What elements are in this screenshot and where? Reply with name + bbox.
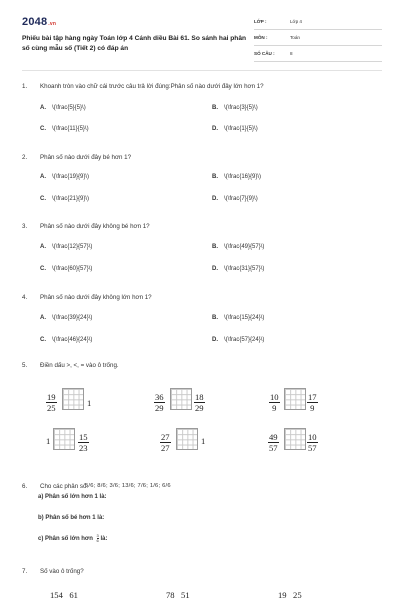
question-5 (22, 362, 119, 369)
fraction (78, 432, 89, 453)
fraction (160, 432, 171, 453)
option-letter: D. (212, 266, 218, 272)
option-2b[interactable] (212, 174, 261, 180)
question-6 (22, 483, 88, 490)
whole-number: 1 (201, 436, 206, 446)
meta-table (254, 14, 382, 62)
numerator: 15 (79, 432, 88, 442)
option-letter: C. (40, 126, 46, 132)
question-text: Phân số nào dưới đây không lớn hơn 1? (40, 294, 152, 301)
option-text: \(\frac{31}{57}\) (224, 266, 265, 272)
option-2c[interactable] (40, 196, 89, 202)
option-text: \(\frac{46}{24}\) (52, 337, 93, 343)
inline-fraction (97, 534, 99, 543)
answer-box[interactable] (284, 388, 306, 410)
question-text: Phân số nào dưới đây không bé hơn 1? (40, 223, 150, 230)
question-number: 3. (22, 223, 28, 230)
option-4c[interactable] (40, 337, 92, 343)
option-4a[interactable] (40, 315, 92, 321)
numerator: 10 (270, 392, 279, 402)
logo-text: 2048 (22, 16, 48, 28)
fraction (46, 392, 57, 413)
option-1d[interactable] (212, 126, 258, 132)
whole-number: 1 (87, 398, 92, 408)
fraction (307, 392, 318, 413)
meta-row-subject (254, 30, 382, 46)
option-text: \(\frac{19}{9}\) (52, 174, 90, 180)
option-3a[interactable] (40, 244, 92, 250)
option-text: \(\frac{15}{24}\) (224, 315, 265, 321)
meta-value: Lớp 4 (290, 19, 302, 24)
option-text: \(\frac{3}{5}\) (224, 105, 258, 111)
numerator: 36 (155, 392, 164, 402)
answer-box[interactable] (176, 428, 198, 450)
fraction (154, 392, 165, 413)
question-number: 2. (22, 154, 28, 161)
option-letter: B. (212, 244, 218, 250)
question-4 (22, 294, 152, 301)
meta-row-count (254, 46, 382, 62)
option-text: \(\frac{21}{9}\) (52, 196, 90, 202)
question-text: Điền dấu >, <, = vào ô trống. (40, 362, 119, 369)
option-letter: A. (40, 105, 46, 111)
option-letter: D. (212, 337, 218, 343)
numerator: 17 (308, 392, 317, 402)
option-letter: B. (212, 315, 218, 321)
option-3c[interactable] (40, 266, 92, 272)
option-letter: A. (40, 244, 46, 250)
question-number: 4. (22, 294, 28, 301)
option-text: \(\frac{60}{57}\) (52, 266, 93, 272)
question-text: Phân số nào dưới đây bé hơn 1? (40, 154, 132, 161)
denominator: 57 (269, 443, 278, 453)
denominator: 9 (310, 403, 315, 413)
q7-item: 78 51 (166, 590, 190, 600)
option-letter: A. (40, 315, 46, 321)
option-text: \(\frac{49}{57}\) (224, 244, 265, 250)
fraction (307, 432, 318, 453)
option-4d[interactable] (212, 337, 264, 343)
denominator: 23 (79, 443, 88, 453)
question-number: 5. (22, 362, 28, 369)
denominator: 6 (96, 538, 99, 543)
option-text: \(\frac{7}{9}\) (224, 196, 258, 202)
option-letter: A. (40, 174, 46, 180)
meta-value: 8 (290, 51, 293, 56)
sub-question-text: b) Phân số bé hơn 1 là: (38, 515, 105, 521)
numerator: 27 (161, 432, 170, 442)
option-4b[interactable] (212, 315, 264, 321)
meta-label: MÔN : (254, 35, 268, 40)
question-number: 1. (22, 83, 28, 90)
option-1a[interactable] (40, 105, 86, 111)
site-logo[interactable] (22, 16, 56, 28)
q7-item: 154 61 (50, 590, 78, 600)
question-2 (22, 154, 131, 161)
option-text: \(\frac{39}{24}\) (52, 315, 93, 321)
meta-label: LỚP : (254, 19, 267, 24)
denominator: 27 (161, 443, 170, 453)
header-divider (22, 70, 382, 71)
option-2a[interactable] (40, 174, 89, 180)
fraction (268, 432, 279, 453)
option-letter: B. (212, 174, 218, 180)
option-letter: D. (212, 126, 218, 132)
option-letter: C. (40, 266, 46, 272)
q7-item: 19 25 (278, 590, 302, 600)
option-text: \(\frac{1}{5}\) (224, 126, 258, 132)
numerator: 19 (47, 392, 56, 402)
question-1 (22, 83, 264, 90)
option-3d[interactable] (212, 266, 264, 272)
answer-box[interactable] (170, 388, 192, 410)
numerator: 10 (308, 432, 317, 442)
numerator: 18 (195, 392, 204, 402)
whole-number: 1 (46, 436, 51, 446)
sub-question-text: c) Phân số lớn hơn (38, 536, 93, 543)
option-letter: B. (212, 105, 218, 111)
option-3b[interactable] (212, 244, 264, 250)
answer-box[interactable] (284, 428, 306, 450)
sub-question-tail: là: (100, 536, 108, 543)
numerator: 49 (269, 432, 278, 442)
question-7 (22, 568, 84, 575)
option-text: \(\frac{11}{5}\) (52, 126, 89, 132)
denominator: 57 (308, 443, 317, 453)
meta-label: SỐ CÂU : (254, 51, 275, 56)
option-letter: D. (212, 196, 218, 202)
question-3 (22, 223, 150, 230)
sub-question-b (38, 515, 104, 521)
option-text: \(\frac{5}{5}\) (52, 105, 86, 111)
denominator: 25 (47, 403, 56, 413)
denominator: 9 (272, 403, 277, 413)
sub-question-text: a) Phân số lớn hơn 1 là: (38, 494, 107, 500)
option-letter: C. (40, 196, 46, 202)
question-text: Khoanh tròn vào chữ cái trước câu trả lời đúng:Phân số nào dưới đây lớn hơn 1? (40, 83, 264, 90)
worksheet-title: Phiếu bài tập hàng ngày Toán lớp 4 Cánh diều Bài 61. So sánh hai phân số cùng mẫu số (Tiết 2) có đáp án (22, 35, 247, 52)
meta-value: Toán (290, 35, 300, 40)
fraction (194, 392, 205, 413)
question-number: 6. (22, 483, 28, 490)
denominator: 29 (155, 403, 164, 413)
answer-box[interactable] (62, 388, 84, 410)
option-text: \(\frac{57}{24}\) (224, 337, 265, 343)
question-number: 7. (22, 568, 28, 575)
option-text: \(\frac{16}{9}\) (224, 174, 262, 180)
option-1c[interactable] (40, 126, 89, 132)
fraction (269, 392, 280, 413)
numerator: 3 (96, 533, 99, 538)
option-letter: C. (40, 337, 46, 343)
option-text: \(\frac{12}{57}\) (52, 244, 93, 250)
answer-box[interactable] (53, 428, 75, 450)
meta-row-class (254, 14, 382, 30)
logo-suffix: .vn (48, 21, 57, 27)
question-text: Số vào ô trống? (40, 568, 84, 575)
fraction-list: 5/6; 8/6; 3/6; 13/6; 7/6; 1/6; 6/6 (85, 483, 171, 489)
sub-question-a (38, 494, 107, 500)
option-2d[interactable] (212, 196, 258, 202)
option-1b[interactable] (212, 105, 258, 111)
denominator: 29 (195, 403, 204, 413)
worksheet-header (22, 14, 382, 62)
question-text: Cho các phân số: (40, 483, 89, 490)
sub-question-c (38, 534, 107, 543)
